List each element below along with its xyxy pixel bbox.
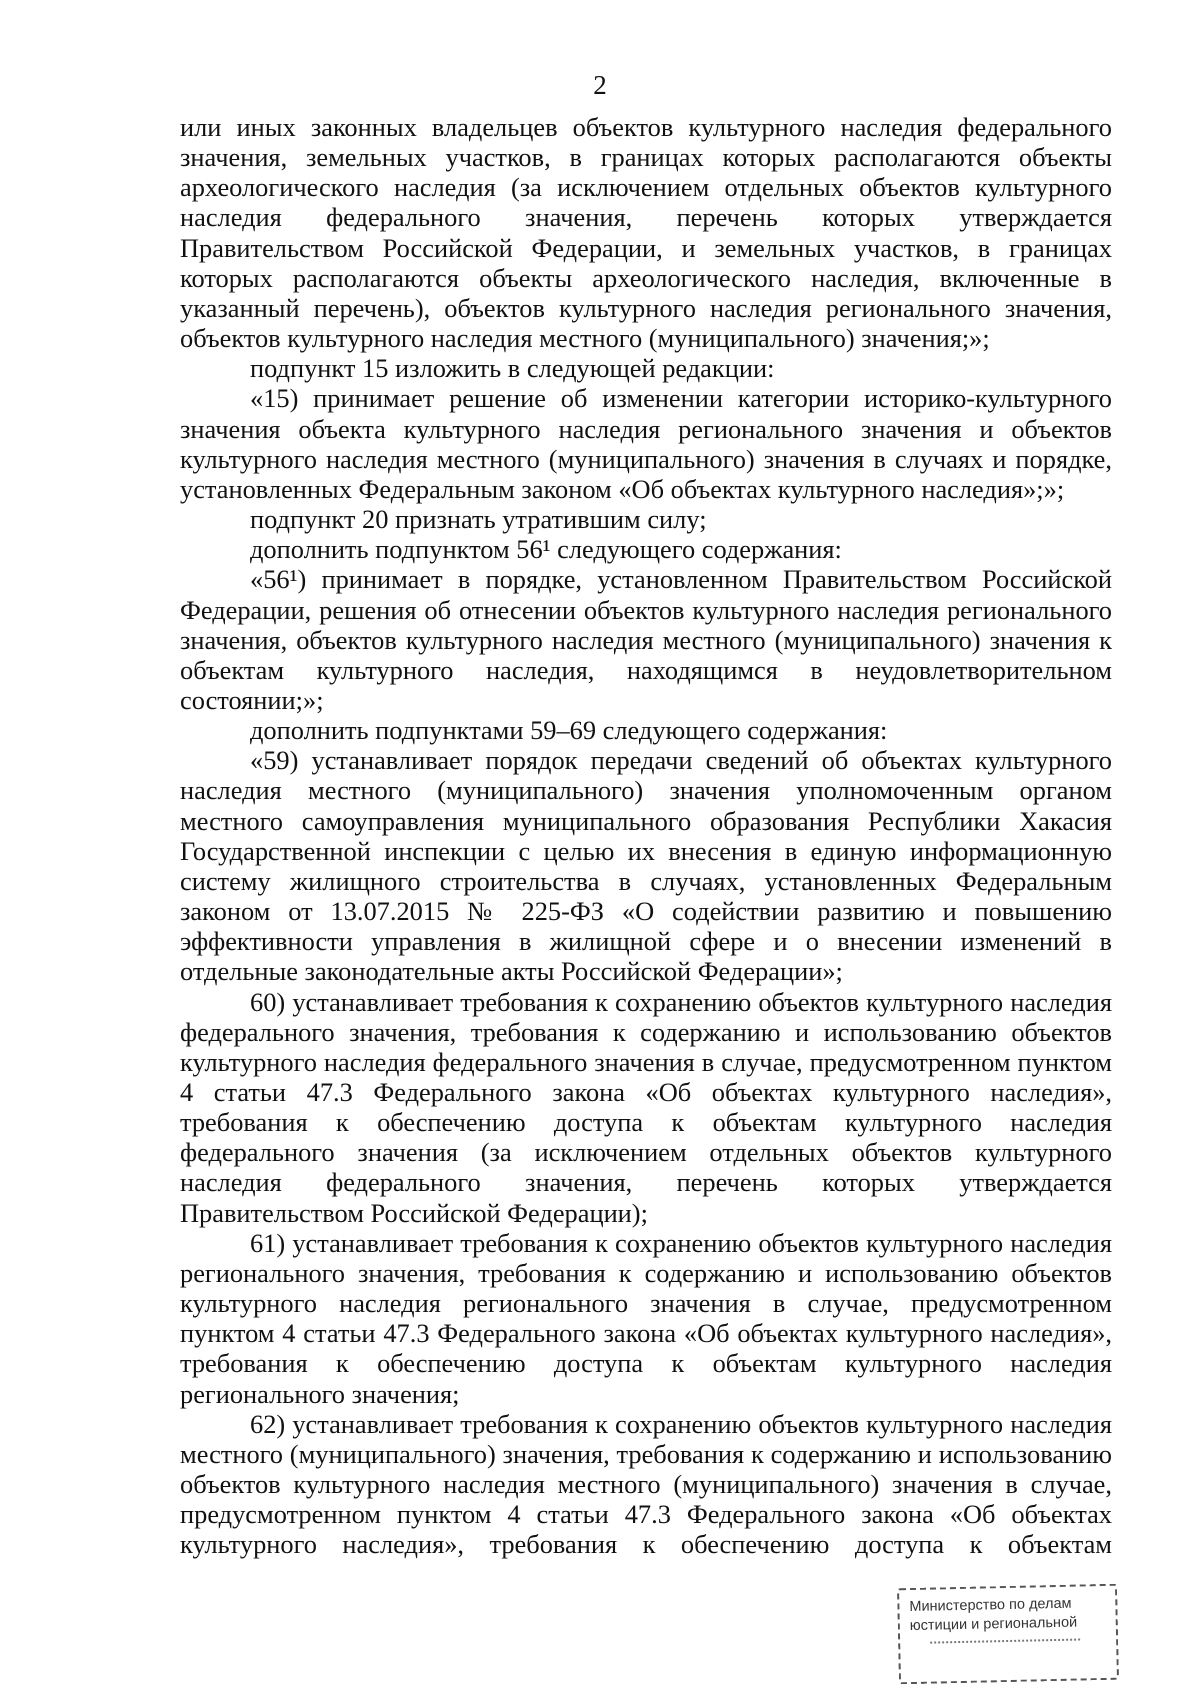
paragraph: или иных законных владельцев объектов культурного наследия федерального значения, земельных участков, в границах которых располагаются объекты археологического наследия (за исключением отдельных объектов культурного наследия федерального значения, перечень которых утверждается Правительством Российской Федерации, и земельных участков, в границах которых располагаются объекты археологического наследия, включенные в указанный перечень), объектов культурного наследия регионального значения, объектов культурного наследия местного (муниципального) значения;»; [180, 112, 1112, 354]
registration-stamp [897, 1584, 1119, 1685]
document-text [180, 112, 1112, 1560]
page-number: 2 [593, 70, 607, 100]
paragraph: «59) устанавливает порядок передачи сведений об объектах культурного наследия местного (муниципального) значения уполномоченным органом местного самоуправления муниципального образования Республики Хакасия Государственной инспекции с целью их внесения в единую информационную систему жилищного строительства в случаях, установленных Федеральным законом от 13.07.2015 № 225-ФЗ «О содействии развитию и повышению эффективности управления в жилищной сфере и о внесении изменений в отдельные законодательные акты Российской Федерации»; [180, 745, 1112, 987]
paragraph: дополнить подпунктом 56¹ следующего содержания: [250, 534, 842, 565]
paragraph: 61) устанавливает требования к сохранению объектов культурного наследия регионального значения, требования к содержанию и использованию объектов культурного наследия регионального значения в случае, предусмотренном пунктом 4 статьи 47.3 Федерального закона «Об объектах культурного наследия», требования к обеспечению доступа к объектам культурного наследия регионального значения; [180, 1227, 1112, 1409]
paragraph: 62) устанавливает требования к сохранению объектов культурного наследия местного (муниципального) значения, требования к содержанию и использованию объектов культурного наследия местного (муниципального) значения в случае, предусмотренном пунктом 4 статьи 47.3 Федерального закона «Об объектах культурного наследия», требования к обеспечению доступа к объектам [180, 1408, 1112, 1560]
paragraph: дополнить подпунктами 59–69 следующего содержания: [250, 715, 888, 746]
paragraph: 60) устанавливает требования к сохранению объектов культурного наследия федерального значения, требования к содержанию и использованию объектов культурного наследия федерального значения в случае, предусмотренном пунктом 4 статьи 47.3 Федерального закона «Об объектах культурного наследия», требования к обеспечению доступа к объектам культурного наследия федерального значения (за исключением отдельных объектов культурного наследия федерального значения, перечень которых утверждается Правительством Российской Федерации); [180, 986, 1112, 1228]
stamp-line-2: юстиции и региональной [909, 1614, 1078, 1635]
stamp-illegible-line [930, 1638, 1080, 1653]
paragraph: «15) принимает решение об изменении категории историко-культурного значения объекта культурного наследия регионального значения и объектов культурного наследия местного (муниципального) значения в случаях и порядке, установленных Федеральным законом «Об объектах культурного наследия»;»; [180, 383, 1112, 504]
paragraph: подпункт 15 изложить в следующей редакции: [250, 353, 775, 384]
paragraph: подпункт 20 признать утратившим силу; [250, 504, 707, 535]
stamp-line-1: Министерство по делам [909, 1595, 1072, 1616]
paragraph: «56¹) принимает в порядке, установленном Правительством Российской Федерации, решения об отнесении объектов культурного наследия регионального значения, объектов культурного наследия местного (муниципального) значения к объектам культурного наследия, находящимся в неудовлетворительном состоянии;»; [180, 564, 1112, 715]
